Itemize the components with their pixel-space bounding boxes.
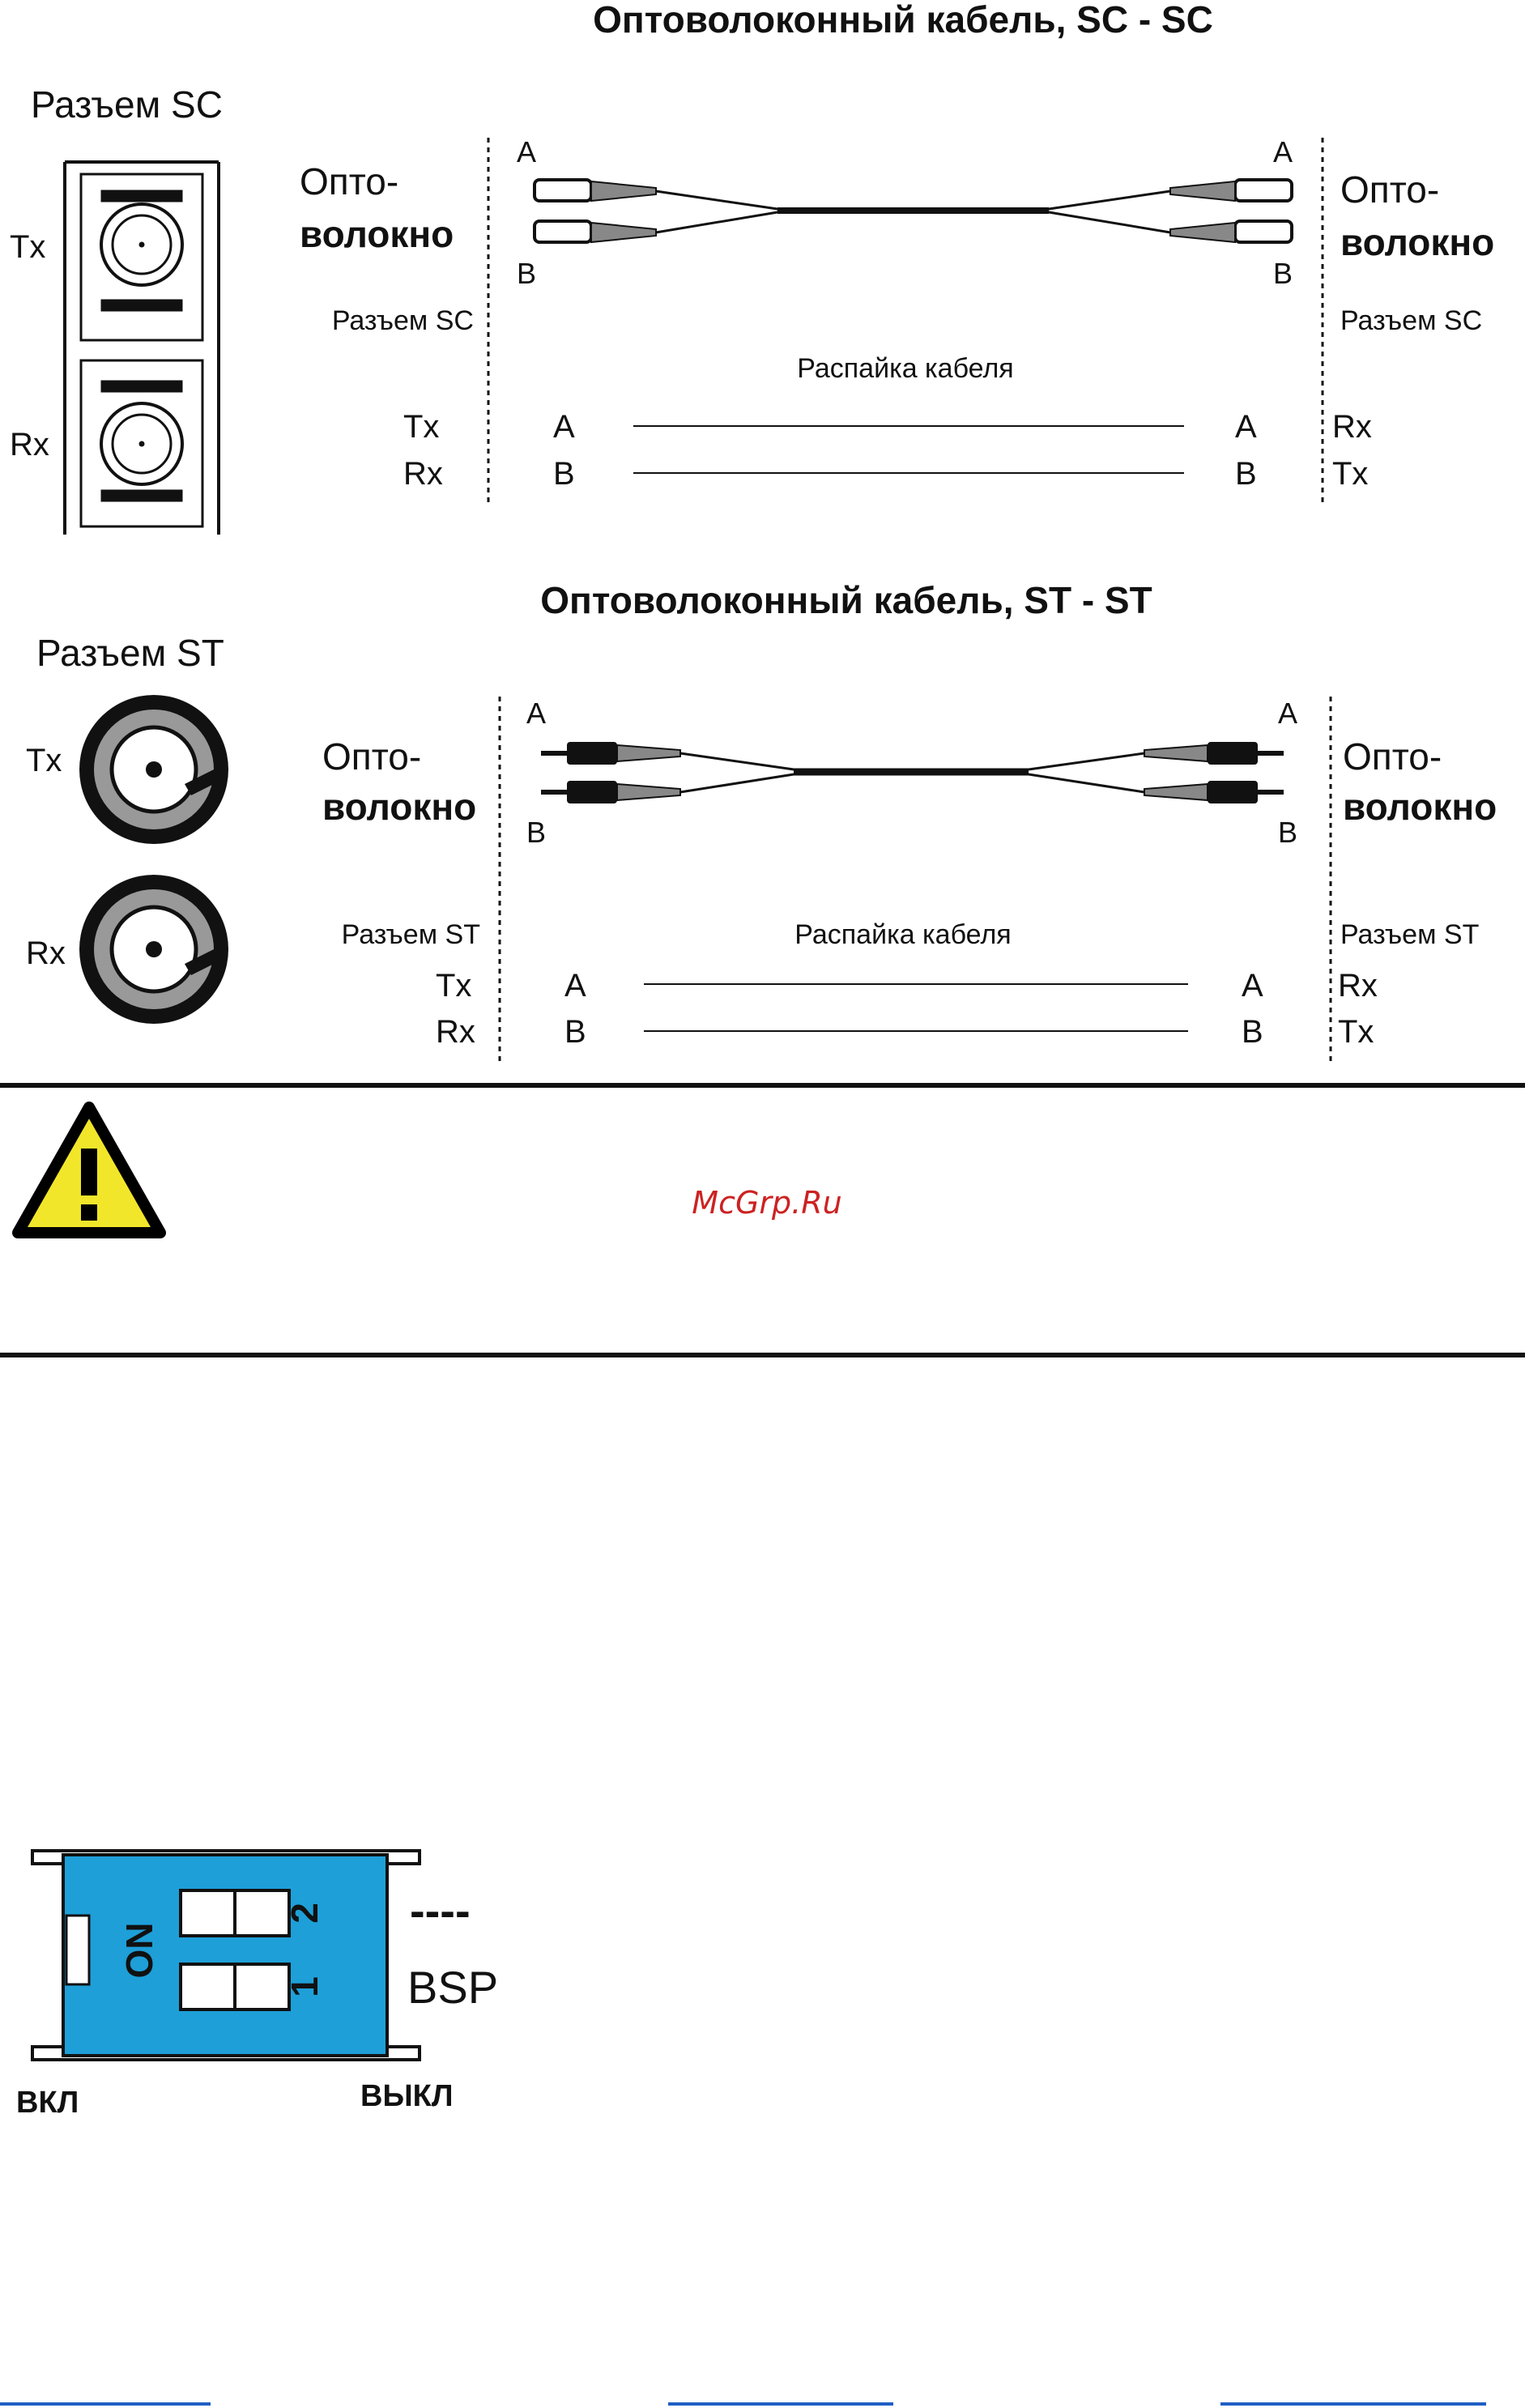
st-pin-b-left: B xyxy=(564,1014,586,1050)
sc-left-signal-tx: Tx xyxy=(403,409,440,445)
sc-fiber-left-2: волокно xyxy=(300,213,454,255)
sc-fiber-left-1: Опто- xyxy=(300,160,399,202)
sc-cable-drawing xyxy=(517,135,1293,290)
st-port-rx: Rx xyxy=(26,935,66,971)
st-fiber-left-1: Опто- xyxy=(322,735,422,778)
sc-end-left-label: Разъем SC xyxy=(331,305,474,336)
sc-right-signal-rx: Rx xyxy=(1332,409,1372,445)
dip-label-on: ВКЛ xyxy=(16,2086,79,2120)
st-end-right-label: Разъем ST xyxy=(1340,919,1480,950)
sc-right-signal-tx: Tx xyxy=(1332,456,1369,492)
sc-wiring-title: Распайка кабеля xyxy=(797,353,1014,384)
sc-pin-a-right: A xyxy=(1235,409,1257,445)
sc-title: Оптоволоконный кабель, SC - SC xyxy=(593,0,1213,40)
dip-on-text: ON xyxy=(118,1922,160,1979)
st-connector-drawing xyxy=(79,695,228,1024)
st-fiber-right-2: волокно xyxy=(1343,786,1497,828)
sc-cable-pin-b-left: B xyxy=(517,257,537,290)
sc-port-rx: Rx xyxy=(10,427,49,462)
dip-switch1-label: BSP xyxy=(407,1962,499,2013)
st-cable-pin-b-left: B xyxy=(526,816,547,849)
st-right-signal-rx: Rx xyxy=(1338,968,1378,1004)
st-cable-pin-a-right: A xyxy=(1278,697,1298,730)
st-fiber-left-2: волокно xyxy=(322,786,477,828)
st-pin-b-right: B xyxy=(1242,1014,1263,1050)
sc-left-signal-rx: Rx xyxy=(403,456,443,492)
dip-switch xyxy=(16,1851,498,2120)
st-connector-label: Разъем ST xyxy=(36,632,224,674)
dip-switch-2[interactable] xyxy=(181,1890,289,1936)
dip-body xyxy=(63,1855,387,2056)
watermark: McGrp.Ru xyxy=(692,1185,842,1221)
st-port-tx: Tx xyxy=(26,743,62,778)
st-wiring-title: Распайка кабеля xyxy=(794,919,1012,950)
st-fiber-right-1: Опто- xyxy=(1343,735,1442,778)
st-cable-pin-a-left: A xyxy=(526,697,547,730)
dip-notch xyxy=(66,1916,89,1984)
sc-connector-label: Разъем SC xyxy=(31,83,223,126)
st-end-left-label: Разъем ST xyxy=(341,919,480,950)
sc-fiber-right-2: волокно xyxy=(1340,221,1495,263)
sc-cable-pin-a-right: A xyxy=(1273,135,1293,168)
st-title: Оптоволоконный кабель, ST - ST xyxy=(540,579,1152,621)
sc-connector-drawing xyxy=(65,162,219,535)
st-left-signal-rx: Rx xyxy=(436,1014,475,1050)
sc-section xyxy=(10,0,1494,535)
st-pin-a-right: A xyxy=(1242,968,1263,1004)
sc-fiber-right-1: Опто- xyxy=(1340,168,1440,211)
dip-num-1: 1 xyxy=(283,1976,326,1997)
sc-port-tx: Tx xyxy=(10,229,46,265)
dip-num-2: 2 xyxy=(283,1903,326,1924)
st-cable-drawing xyxy=(526,697,1297,849)
st-right-signal-tx: Tx xyxy=(1338,1014,1374,1050)
warning-triangle-icon xyxy=(18,1107,160,1233)
sc-pin-a-left: A xyxy=(553,409,575,445)
st-left-signal-tx: Tx xyxy=(436,968,472,1004)
sc-end-right-label: Разъем SC xyxy=(1340,305,1483,336)
st-section xyxy=(26,579,1497,1061)
st-pin-a-left: A xyxy=(564,968,586,1004)
sc-cable-pin-b-right: B xyxy=(1273,257,1293,290)
sc-pin-b-left: B xyxy=(553,456,575,492)
dip-label-off: ВЫКЛ xyxy=(360,2079,454,2113)
dip-switch-1[interactable] xyxy=(181,1964,289,2010)
warning-box xyxy=(0,1085,1525,1355)
sc-pin-b-right: B xyxy=(1235,456,1257,492)
dip-switch2-label: ---- xyxy=(410,1885,471,1936)
sc-cable-pin-a-left: A xyxy=(517,135,537,168)
st-cable-pin-b-right: B xyxy=(1278,816,1298,849)
